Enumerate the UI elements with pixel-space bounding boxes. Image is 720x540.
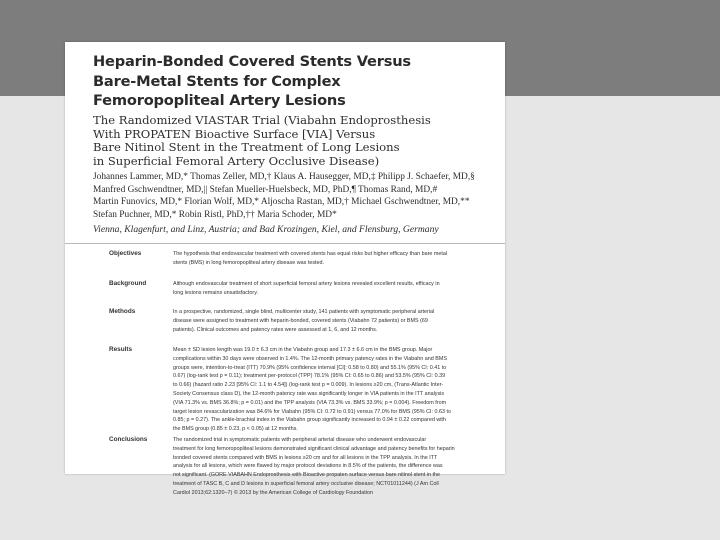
divider	[65, 243, 505, 244]
body-line: treatment of TASC B, C and D lesions in superficial femoral artery occlusive disease; NCT01011244) (J Am Coll	[173, 480, 439, 487]
author-line: Stefan Puchner, MD,* Robin Ristl, PhD,†† Maria Schoder, MD*	[93, 210, 337, 221]
section-body	[173, 308, 499, 334]
section-label: Background	[109, 280, 147, 287]
body-line: target lesion revascularization was 84.6% for Viabahn (95% CI: 0.72 to 0.91) versus 77.0% for BMS (95% CI: 0.63 to	[173, 408, 451, 415]
body-line: Although endovascular treatment of short superficial femoral artery lesions revealed excellent results, efficacy in	[173, 281, 440, 287]
body-line: The randomized trial in symptomatic patients with peripheral arterial disease who underwent endovascular	[173, 437, 427, 443]
subtitle-line: With PROPATEN Bioactive Surface [VIA] Versus	[93, 126, 376, 141]
body-line: analysis for all lesions, which were flawed by major protocol deviations in 8.5% of the patients, the difference was	[173, 463, 443, 470]
section-label: Results	[109, 346, 133, 353]
body-line: In a prospective, randomized, single blind, multicenter study, 141 patients with symptomatic peripheral arterial	[173, 309, 435, 315]
section-body	[173, 346, 499, 434]
body-line: groups were, intention-to-treat (ITT) 70.9% (95% confidence interval [CI]: 0.58 to 0.80) and 55.1% (95% CI: 0.41 to	[173, 364, 447, 371]
body-line: not significant. (GORE VIABAHN Endoprosthesis with Bioactive propaten surface versus bare nitinol stent in the	[173, 472, 440, 479]
title-line: Heparin-Bonded Covered Stents Versus	[93, 53, 411, 70]
article-title	[93, 52, 493, 111]
author-line: Martin Funovics, MD,* Florian Wolf, MD,* Aljoscha Rastan, MD,† Michael Gschwendtner, MD,**	[93, 197, 470, 208]
section-label: Objectives	[109, 250, 142, 257]
body-line: Cardiol 2013;62:1320–7) © 2013 by the American College of Cardiology Foundation	[173, 489, 373, 496]
body-line: Mean ± SD lesion length was 19.0 ± 6.3 cm in the Viabahn group and 17.3 ± 6.6 cm in the BMS group. Major	[173, 347, 433, 353]
author-line: Johannes Lammer, MD,* Thomas Zeller, MD,† Klaus A. Hausegger, MD,‡ Philipp J. Schaefer, MD,§	[93, 172, 475, 182]
paper-page	[65, 42, 505, 496]
body-line: stents (BMS) in long femoropopliteal artery disease was tested.	[173, 259, 325, 266]
subtitle-line: Bare Nitinol Stent in the Treatment of Long Lesions	[93, 140, 400, 155]
author-list	[93, 171, 503, 222]
section-body	[173, 250, 499, 268]
article-subtitle	[93, 114, 493, 169]
body-line: 0.67) (log-rank test p = 0.11); treatment per-protocol (TPP) 78.1% (95% CI: 0.65 to 0.86) and 53.5% (95% CI: 0.39	[173, 373, 446, 380]
body-line: to 0.66) (hazard ratio 2.23 [95% CI: 1.1 to 4.54]) (log-rank test p = 0.009). In lesions ≥20 cm, (Trans-Atlantic Inter-	[173, 382, 444, 389]
subtitle-line: in Superficial Femoral Artery Occlusive Disease)	[93, 154, 380, 169]
section-label: Conclusions	[109, 436, 148, 443]
section-body	[173, 280, 499, 298]
title-line: Femoropopliteal Artery Lesions	[93, 92, 346, 109]
body-line: bonded covered stents compared with BMS in lesions ≥20 cm and for all lesions in the TPP analysis. In the ITT	[173, 454, 438, 461]
body-line: (VIA 71.3% vs. BMS 36.8%; p = 0.01) and the TPP analysis (VIA 73.3% vs. BMS 33.9%; p = 0.004). Freedom from	[173, 399, 447, 406]
section-label: Methods	[109, 308, 136, 315]
section-body	[173, 436, 499, 498]
body-line: complications within 30 days were observed in 1.4%. The 12-month primary patency rates in the Viabahn and BMS	[173, 355, 447, 362]
title-line: Bare-Metal Stents for Complex	[93, 72, 341, 90]
body-line: disease were assigned to treatment with heparin-bonded, covered stents (Viabahn 72 patients) or BMS (69	[173, 317, 428, 324]
author-line: Manfred Gschwendtner, MD,|| Stefan Mueller-Huelsbeck, MD, PhD,¶ Thomas Rand, MD,#	[93, 184, 438, 195]
body-line: treatment for long femoropopliteal lesions demonstrated significant clinical advantage and patency benefits for heparin	[173, 445, 455, 452]
body-line: 0.85; p = 0.27). The ankle-brachial index in the Viabahn group significantly increased to 0.94 ± 0.22 compared with	[173, 417, 446, 424]
body-line: The hypothesis that endovascular treatment with covered stents has equal risks but higher efficacy than bare metal	[173, 251, 448, 257]
affiliation: Vienna, Klagenfurt, and Linz, Austria; and Bad Krozingen, Kiel, and Flensburg, Germany	[93, 224, 439, 235]
body-line: Society Consensus class D), the 12-month patency rate was significantly longer in VIA patients in the ITT analysis	[173, 390, 445, 397]
body-line: patients). Clinical outcomes and patency rates were assessed at 1, 6, and 12 months.	[173, 326, 378, 333]
subtitle-line: The Randomized VIASTAR Trial (Viabahn Endoprosthesis	[93, 113, 431, 127]
body-line: long lesions remains unsatisfactory.	[173, 289, 258, 296]
body-line: the BMS group (0.85 ± 0.23, p < 0.05) at 12 months.	[173, 426, 298, 433]
